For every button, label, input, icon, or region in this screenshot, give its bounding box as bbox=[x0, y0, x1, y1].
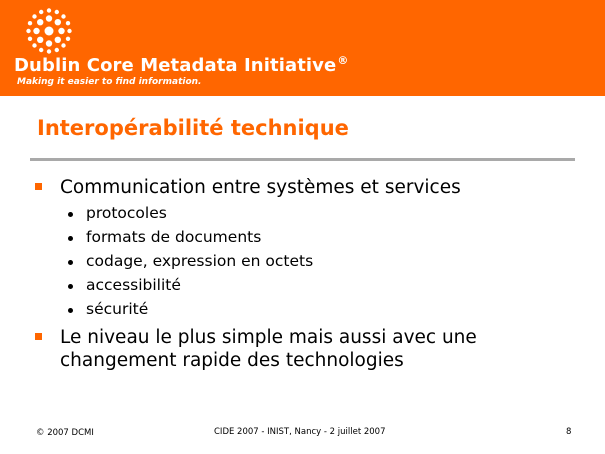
orange-square-bullet-icon bbox=[35, 333, 42, 340]
sub-bullet-text: protocoles bbox=[86, 204, 167, 222]
round-bullet-icon bbox=[68, 308, 73, 313]
sub-bullet-text: codage, expression en octets bbox=[86, 252, 314, 270]
slide-title: Interopérabilité technique bbox=[37, 116, 349, 140]
sub-bullet-text: sécurité bbox=[86, 300, 149, 318]
orange-square-bullet-icon bbox=[35, 183, 42, 190]
round-bullet-icon bbox=[68, 284, 73, 289]
sub-bullet-text: formats de documents bbox=[86, 228, 262, 246]
footer-page-number: 8 bbox=[566, 427, 572, 437]
sub-bullet-text: accessibilité bbox=[86, 276, 181, 294]
brand-title-text: Dublin Core Metadata Initiative bbox=[14, 55, 337, 76]
bullet-text: Communication entre systèmes et services bbox=[60, 177, 461, 198]
round-bullet-icon bbox=[68, 236, 73, 241]
bullet-text: Le niveau le plus simple mais aussi avec une changement rapide des technologies bbox=[60, 327, 477, 371]
footer-event: CIDE 2007 - INIST, Nancy - 2 juillet 2007 bbox=[214, 427, 386, 437]
round-bullet-icon bbox=[68, 260, 73, 265]
registered-mark: ® bbox=[337, 54, 349, 67]
round-bullet-icon bbox=[68, 212, 73, 217]
brand-tagline: Making it easier to find information. bbox=[17, 77, 202, 87]
footer-copyright: © 2007 DCMI bbox=[36, 428, 94, 438]
